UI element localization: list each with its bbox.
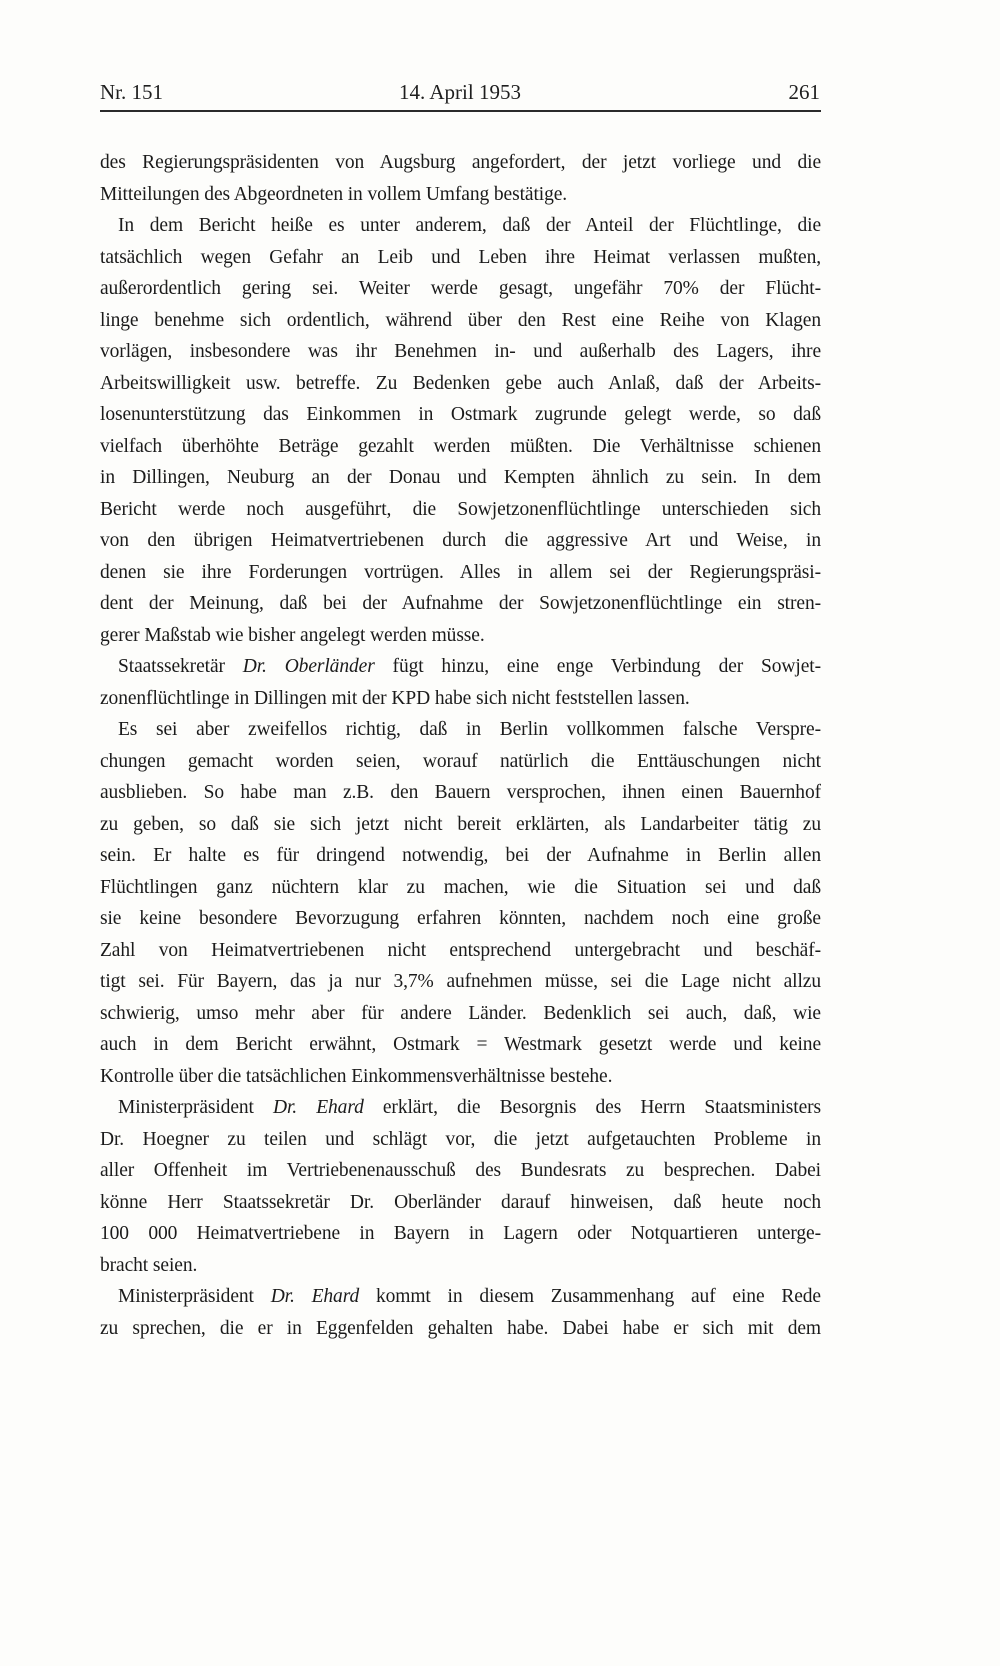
text-line bbox=[100, 179, 821, 211]
text-line bbox=[100, 620, 821, 652]
text-run: gerer Maßstab wie bisher angelegt werden müsse. bbox=[100, 624, 485, 646]
text-run: linge benehme sich ordentlich, während über den Rest eine Reihe von Klagen bbox=[100, 309, 821, 331]
text-line bbox=[100, 1029, 821, 1061]
person-name-italic: Dr. Oberländer bbox=[242, 656, 375, 677]
text-line bbox=[100, 998, 821, 1030]
text-line bbox=[100, 1218, 821, 1250]
text-line bbox=[100, 242, 821, 274]
header-rule bbox=[100, 110, 821, 112]
text-run: zu sprechen, die er in Eggenfelden gehalten habe. Dabei habe er sich mit dem bbox=[100, 1317, 821, 1339]
text-run: Kontrolle über die tatsächlichen Einkommensverhältnisse bestehe. bbox=[100, 1065, 613, 1087]
text-run: vorlägen, insbesondere was ihr Benehmen in- und außerhalb des Lagers, ihre bbox=[100, 341, 821, 362]
text-line bbox=[100, 714, 821, 746]
text-run: Arbeitswilligkeit usw. betreffe. Zu Bedenken gebe auch Anlaß, daß der Arbeits- bbox=[100, 372, 821, 394]
text-line bbox=[100, 935, 821, 967]
text-line bbox=[100, 872, 821, 904]
person-name-italic: Dr. Ehard bbox=[270, 1286, 360, 1307]
text-run: tatsächlich wegen Gefahr an Leib und Leben ihre Heimat verlassen mußten, bbox=[100, 246, 821, 268]
text-line bbox=[100, 1061, 821, 1093]
text-line bbox=[100, 1155, 821, 1187]
text-run: fügt hinzu, eine enge Verbindung der Sowjet- bbox=[374, 656, 821, 677]
text-line bbox=[100, 494, 821, 526]
text-line bbox=[100, 1313, 821, 1345]
text-run: außerordentlich gering sei. Weiter werde gesagt, ungefähr 70% der Flücht- bbox=[100, 278, 821, 299]
header-date: 14. April 1953 bbox=[399, 80, 521, 104]
text-run: In dem Bericht heiße es unter anderem, daß der Anteil der Flüchtlinge, die bbox=[118, 215, 821, 236]
text-line bbox=[100, 1187, 821, 1219]
text-run: Bericht werde noch ausgeführt, die Sowjetzonenflüchtlinge unterschieden sich bbox=[100, 498, 821, 520]
text-run: zu geben, so daß sie sich jetzt nicht bereit erklärten, als Landarbeiter tätig zu bbox=[100, 813, 821, 835]
text-run: Zahl von Heimatvertriebenen nicht entsprechend untergebracht und beschäf- bbox=[100, 939, 821, 961]
text-run: sie keine besondere Bevorzugung erfahren könnten, nachdem noch eine große bbox=[100, 908, 821, 929]
text-run: Staatssekretär bbox=[118, 656, 243, 677]
text-run: chungen gemacht worden seien, worauf natürlich die Enttäuschungen nicht bbox=[100, 750, 821, 772]
text-line bbox=[100, 336, 821, 368]
text-line bbox=[100, 525, 821, 557]
text-line bbox=[100, 557, 821, 589]
text-run: Dr. Hoegner zu teilen und schlägt vor, die jetzt aufgetauchten Probleme in bbox=[100, 1128, 821, 1150]
text-line bbox=[100, 1092, 821, 1124]
text-line bbox=[100, 651, 821, 683]
text-run: erklärt, die Besorgnis des Herrn Staatsministers bbox=[363, 1097, 821, 1118]
person-name-italic: Dr. Ehard bbox=[273, 1097, 364, 1118]
text-run: ausblieben. So habe man z.B. den Bauern versprochen, ihnen einen Bauernhof bbox=[100, 782, 821, 803]
text-line bbox=[100, 273, 821, 305]
text-run: schwierig, umso mehr aber für andere Länder. Bedenklich sei auch, daß, wie bbox=[100, 1002, 821, 1024]
text-run: auch in dem Bericht erwähnt, Ostmark = Westmark gesetzt werde und keine bbox=[100, 1034, 821, 1055]
text-run: Flüchtlingen ganz nüchtern klar zu machen, wie die Situation sei und daß bbox=[100, 876, 821, 898]
text-line bbox=[100, 431, 821, 463]
text-line bbox=[100, 462, 821, 494]
text-line bbox=[100, 368, 821, 400]
text-run: 100 000 Heimatvertriebene in Bayern in Lagern oder Notquartieren unterge- bbox=[100, 1223, 821, 1244]
text-line bbox=[100, 147, 821, 179]
text-line bbox=[100, 683, 821, 715]
text-run: kommt in diesem Zusammenhang auf eine Rede bbox=[359, 1286, 821, 1307]
text-line bbox=[100, 966, 821, 998]
page-number: 261 bbox=[788, 80, 820, 104]
page-header bbox=[100, 80, 820, 105]
text-run: Mitteilungen des Abgeordneten in vollem Umfang bestätige. bbox=[100, 183, 568, 205]
body-text bbox=[100, 147, 821, 1344]
text-run: bracht seien. bbox=[100, 1254, 198, 1276]
text-run: losenunterstützung das Einkommen in Ostmark zugrunde gelegt werde, so daß bbox=[100, 404, 821, 425]
issue-number: Nr. 151 bbox=[100, 80, 163, 104]
text-run: des Regierungspräsidenten von Augsburg angefordert, der jetzt vorliege und die bbox=[100, 152, 821, 173]
text-run: tigt sei. Für Bayern, das ja nur 3,7% aufnehmen müsse, sei die Lage nicht allzu bbox=[100, 971, 821, 992]
text-line bbox=[100, 210, 821, 242]
text-run: von den übrigen Heimatvertriebenen durch die aggressive Art und Weise, in bbox=[100, 530, 821, 551]
text-line bbox=[100, 903, 821, 935]
text-run: Ministerpräsident bbox=[118, 1286, 271, 1307]
text-line bbox=[100, 305, 821, 337]
text-line bbox=[100, 777, 821, 809]
text-line bbox=[100, 1124, 821, 1156]
text-line bbox=[100, 399, 821, 431]
text-run: Ministerpräsident bbox=[118, 1097, 273, 1118]
text-run: in Dillingen, Neuburg an der Donau und Kempten ähnlich zu sein. In dem bbox=[100, 467, 821, 488]
text-line bbox=[100, 1250, 821, 1282]
text-run: aller Offenheit im Vertriebenenausschuß des Bundesrats zu besprechen. Dabei bbox=[100, 1160, 821, 1181]
text-line bbox=[100, 809, 821, 841]
text-run: dent der Meinung, daß bei der Aufnahme der Sowjetzonenflüchtlinge ein stren- bbox=[100, 593, 821, 614]
text-line bbox=[100, 840, 821, 872]
text-run: denen sie ihre Forderungen vortrügen. Alles in allem sei der Regierungspräsi- bbox=[100, 561, 821, 583]
text-run: könne Herr Staatssekretär Dr. Oberländer darauf hinweisen, daß heute noch bbox=[100, 1191, 821, 1213]
text-line bbox=[100, 1281, 821, 1313]
text-line bbox=[100, 588, 821, 620]
text-run: vielfach überhöhte Beträge gezahlt werden müßten. Die Verhältnisse schienen bbox=[100, 435, 821, 457]
text-run: zonenflüchtlinge in Dillingen mit der KPD habe sich nicht feststellen lassen. bbox=[100, 687, 690, 709]
text-run: Es sei aber zweifellos richtig, daß in Berlin vollkommen falsche Verspre- bbox=[118, 719, 821, 740]
text-line bbox=[100, 746, 821, 778]
text-run: sein. Er halte es für dringend notwendig, bei der Aufnahme in Berlin allen bbox=[100, 845, 821, 866]
